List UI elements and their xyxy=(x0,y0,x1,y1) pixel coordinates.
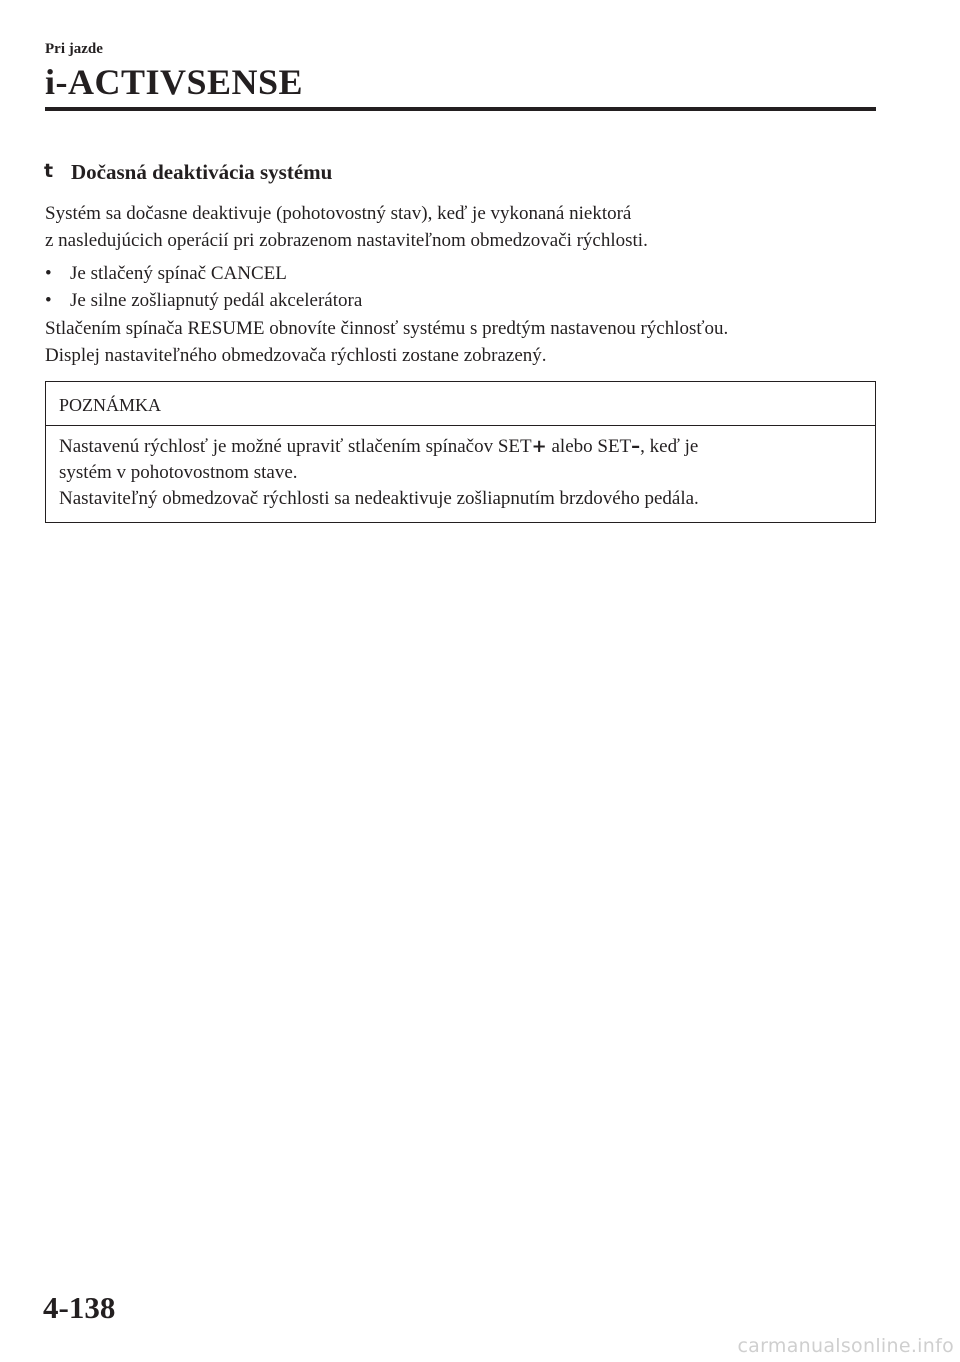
note-line-2: systém v pohotovostnom stave. xyxy=(59,462,298,483)
page-number: 4-138 xyxy=(43,1290,116,1325)
bullet-icon: • xyxy=(45,290,52,311)
list-item xyxy=(45,287,362,314)
watermark-text: carmanualsonline.info xyxy=(737,1335,954,1357)
resume-paragraph xyxy=(45,315,885,369)
note-text-1b: alebo SET xyxy=(546,436,632,457)
list-item-text: Je stlačený spínač CANCEL xyxy=(70,263,287,284)
title-divider xyxy=(45,107,876,111)
bullet-icon: • xyxy=(45,263,52,284)
chapter-label: Pri jazde xyxy=(45,41,103,57)
intro-paragraph xyxy=(45,200,885,254)
page-title: i-ACTIVSENSE xyxy=(45,62,304,102)
plus-icon: + xyxy=(531,436,547,457)
list-item-text: Je silne zošliapnutý pedál akcelerátora xyxy=(70,290,363,311)
note-text-1a: Nastavenú rýchlosť je možné upraviť stlačením spínačov SET xyxy=(59,436,532,457)
note-text-1c: , keď je xyxy=(640,436,699,457)
note-box xyxy=(45,381,876,523)
note-line-3: Nastaviteľný obmedzovač rýchlosti sa nedeaktivuje zošliapnutím brzdového pedála. xyxy=(59,488,699,509)
note-header xyxy=(46,382,875,426)
resume-line-1: Stlačením spínača RESUME obnovíte činnosť systému s predtým nastavenou rýchlosťou. xyxy=(45,318,729,339)
operation-list xyxy=(45,260,362,314)
note-body xyxy=(59,434,869,512)
section-heading: Dočasná deaktivácia systému xyxy=(71,160,333,184)
intro-line-1: Systém sa dočasne deaktivuje (pohotovostný stav), keď je vykonaná niektorá xyxy=(45,203,632,224)
section-marker-icon: t xyxy=(44,160,54,182)
minus-icon: – xyxy=(631,436,641,457)
list-item xyxy=(45,260,362,287)
resume-line-2: Displej nastaviteľného obmedzovača rýchlosti zostane zobrazený. xyxy=(45,345,547,366)
note-heading: POZNÁMKA xyxy=(59,395,162,415)
intro-line-2: z nasledujúcich operácií pri zobrazenom nastaviteľnom obmedzovači rýchlosti. xyxy=(45,230,648,251)
